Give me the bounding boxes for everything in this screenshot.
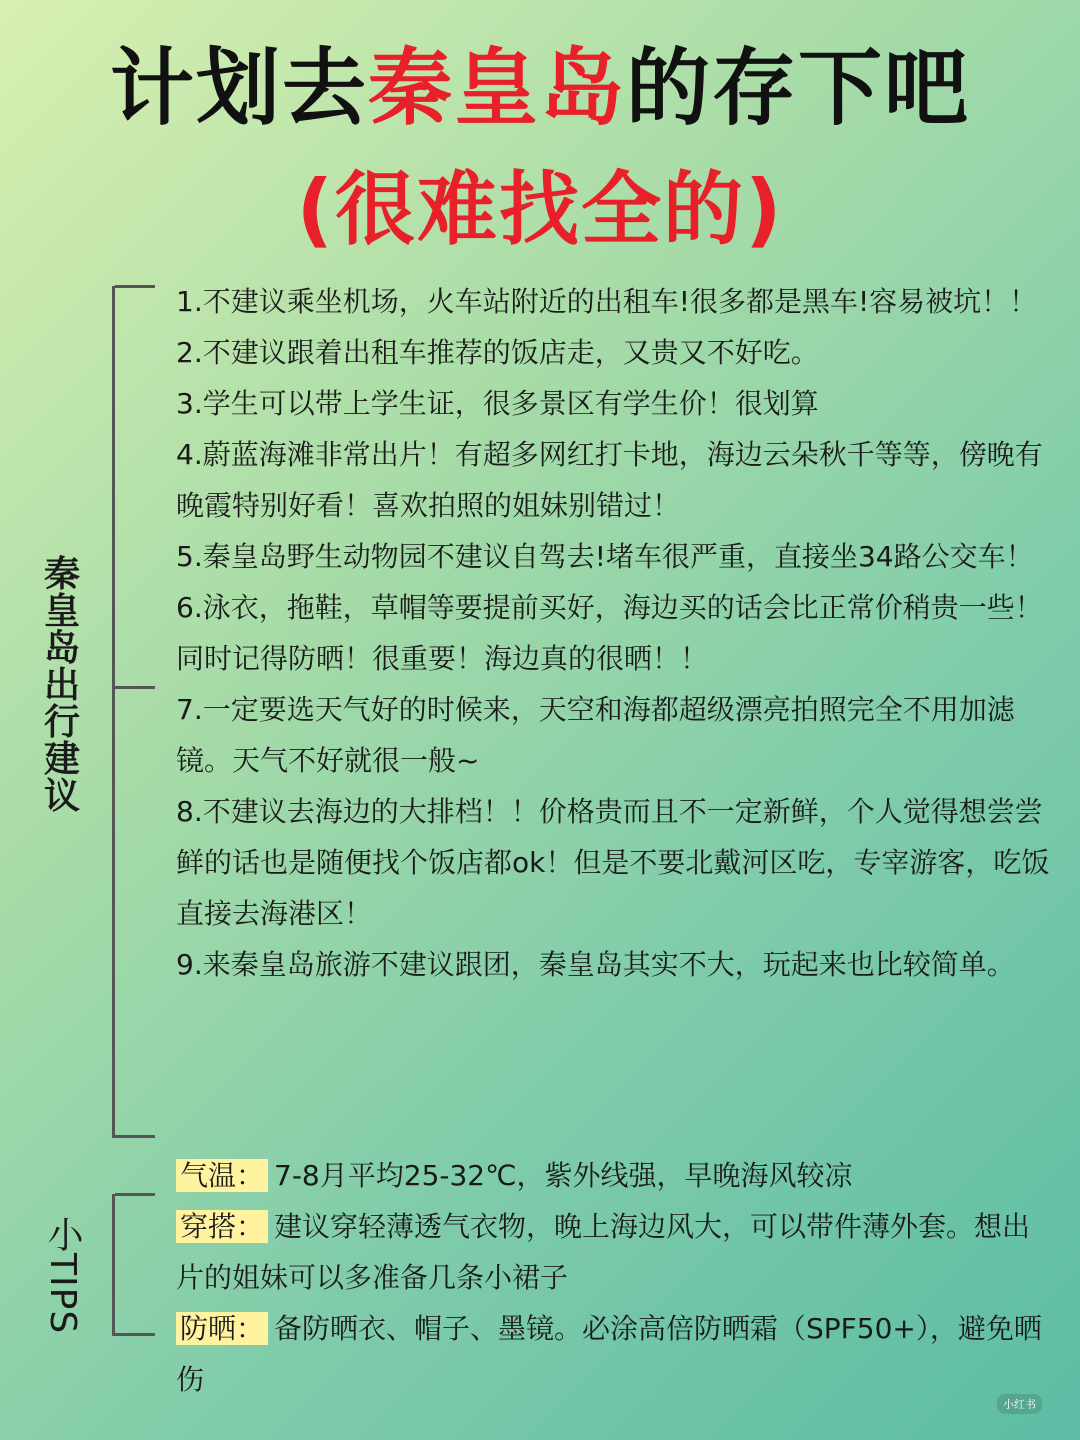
list-item: 5.秦皇岛野生动物园不建议自驾去!堵车很严重，直接坐34路公交车！ [176,540,1034,573]
tips-section-label: 小TIPS [42,1216,83,1335]
page-title [0,38,1080,138]
tip-label: 气温： [176,1159,268,1192]
list-item: 1.不建议乘坐机场，火车站附近的出租车!很多都是黑车!容易被坑！！ [176,285,1038,318]
list-item: 4.蔚蓝海滩非常出片！有超多网红打卡地，海边云朵秋千等等，傍晚有晚霞特别好看！喜欢拍照的姐妹别错过！ [176,438,1043,522]
tips-bracket [112,1194,115,1336]
page-subtitle: (很难找全的) [296,163,784,256]
tip-outfit [176,1201,1056,1303]
watermark: 小红书 [997,1394,1042,1414]
list-item: 6.泳衣，拖鞋，草帽等要提前买好，海边买的话会比正常价稍贵一些！同时记得防晒！很重要！海边真的很晒！！ [176,591,1043,675]
advice-list [176,276,1056,990]
list-item: 2.不建议跟着出租车推荐的饭店走，又贵又不好吃。 [176,336,819,369]
title-suffix: 的存下吧 [626,39,971,137]
tip-label: 防晒： [176,1312,268,1345]
list-item: 3.学生可以带上学生证，很多景区有学生价！很划算 [176,387,819,420]
tip-temperature [176,1150,1056,1201]
list-item: 7.一定要选天气好的时候来，天空和海都超级漂亮拍照完全不用加滤镜。天气不好就很一般~ [176,693,1015,777]
list-item: 8.不建议去海边的大排档！！价格贵而且不一定新鲜，个人觉得想尝尝鲜的话也是随便找个饭店都ok！但是不要北戴河区吃，专宰游客，吃饭直接去海港区！ [176,795,1050,930]
list-item: 9.来秦皇岛旅游不建议跟团，秦皇岛其实不大，玩起来也比较简单。 [176,948,1015,981]
advice-section-label: 秦皇岛出行建议 [43,554,80,817]
tip-sunscreen [176,1303,1056,1405]
tip-text: 建议穿轻薄透气衣物，晚上海边风大，可以带件薄外套。想出片的姐妹可以多准备几条小裙子 [176,1210,1031,1294]
tip-text: 7-8月平均25-32℃，紫外线强，早晚海风较凉 [274,1159,853,1192]
title-prefix: 计划去 [109,39,368,137]
tip-label: 穿搭： [176,1210,268,1243]
tip-text: 备防晒衣、帽子、墨镜。必涂高倍防晒霜（SPF50+），避免晒伤 [176,1312,1042,1396]
advice-bracket [112,286,115,1138]
tips-list [176,1150,1056,1405]
title-highlight: 秦皇岛 [367,39,626,137]
